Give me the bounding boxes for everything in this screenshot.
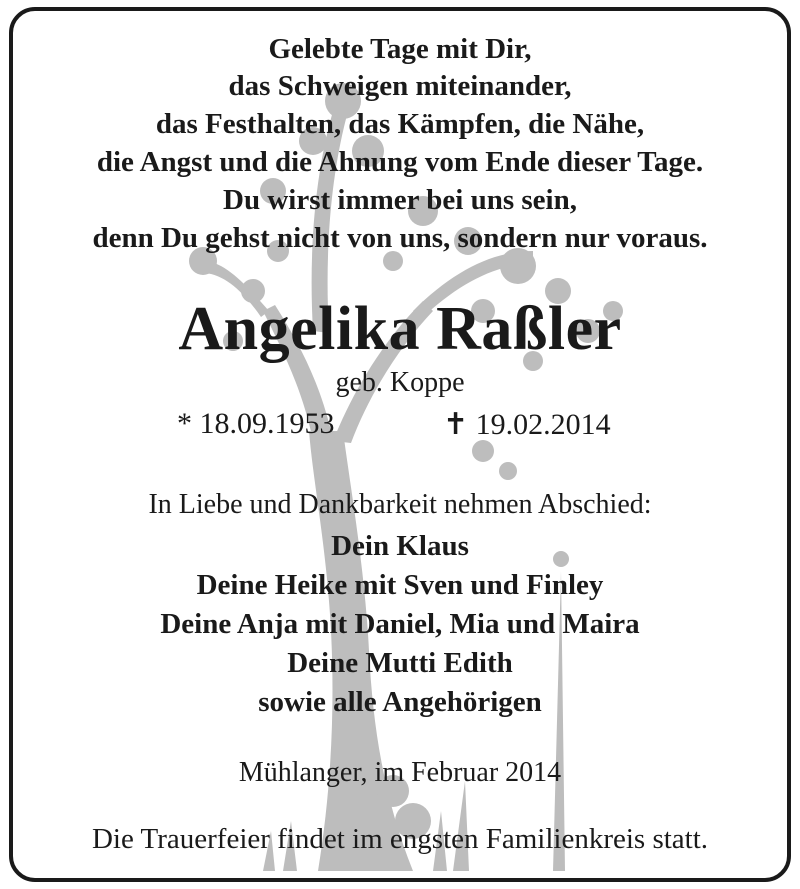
obituary-content [13, 11, 787, 878]
farewell-intro: In Liebe und Dankbarkeit nehmen Abschied: [148, 489, 652, 520]
birth-name: geb. Koppe [335, 367, 465, 398]
poem-line: das Schweigen miteinander, [228, 70, 572, 102]
obituary-frame [9, 7, 791, 882]
poem-line: die Angst und die Ahnung vom Ende dieser Tage. [96, 146, 704, 178]
poem-line: denn Du gehst nicht von uns, sondern nur voraus. [92, 222, 708, 254]
funeral-note: Die Trauerfeier findet im engsten Familienkreis statt. [91, 823, 709, 855]
poem-line: Du wirst immer bei uns sein, [223, 184, 577, 216]
mourner-line: Dein Klaus [331, 530, 469, 562]
mourner-line: Deine Mutti Edith [287, 647, 513, 679]
poem-line: das Festhalten, das Kämpfen, die Nähe, [155, 108, 645, 140]
poem-line: Gelebte Tage mit Dir, [268, 33, 532, 65]
birth-date: * 18.09.1953 [177, 407, 335, 440]
life-dates [13, 407, 787, 447]
place-date: Mühlanger, im Februar 2014 [238, 757, 562, 788]
deceased-name: Angelika Raßler [178, 295, 622, 363]
mourner-line: Deine Anja mit Daniel, Mia und Maira [160, 608, 640, 640]
mourner-line: Deine Heike mit Sven und Finley [196, 569, 604, 601]
death-date: ✝ 19.02.2014 [443, 408, 611, 441]
mourner-line: sowie alle Angehörigen [258, 686, 542, 718]
